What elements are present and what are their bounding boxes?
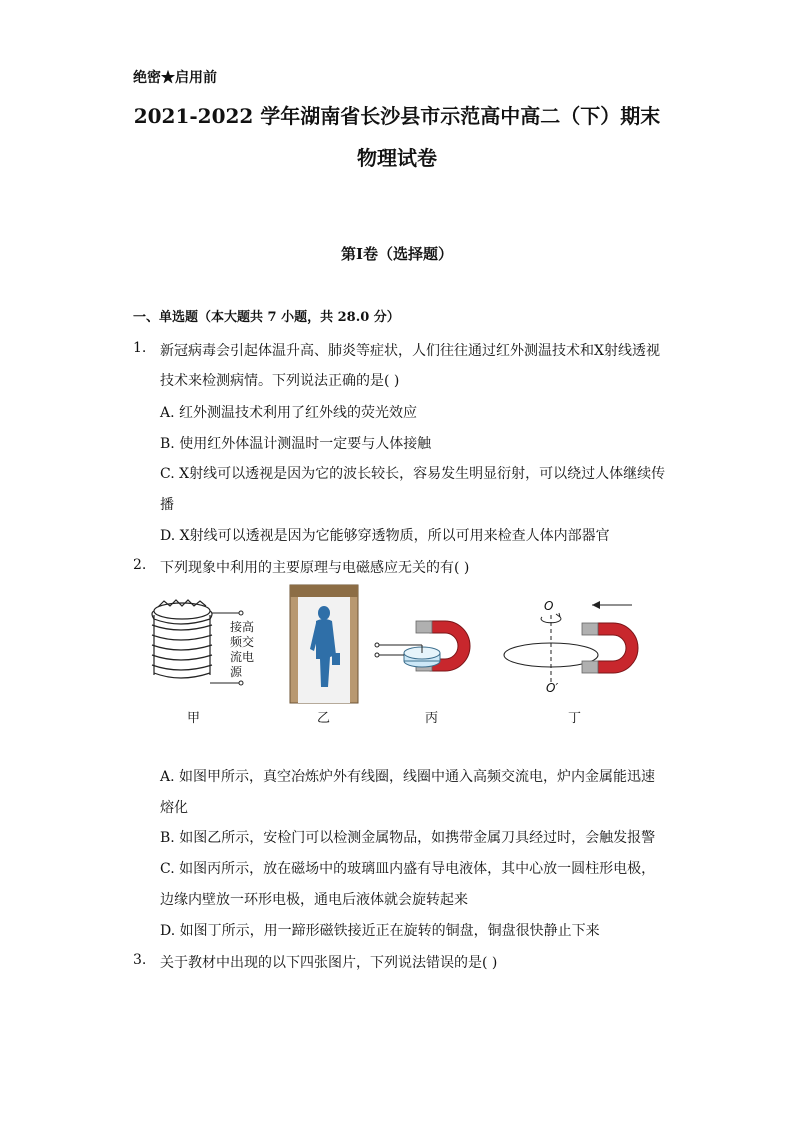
option-a: A. 红外测温技术利用了红外线的荧光效应 [160,405,418,421]
volume-title: 第Ⅰ卷（选择题） [340,245,454,263]
question-stem-line: 新冠病毒会引起体温升高、肺炎等症状，人们往往通过红外测温技术和X射线透视 [160,343,660,359]
coil-power-label: 接高 频交 流电 源 [230,620,255,679]
option-b: B. 使用红外体温计测温时一定要与人体接触 [160,436,432,452]
copper-disk-drawing [504,601,638,683]
figure-electromagnetic-induction [140,583,660,726]
section-title: 一、单选题（本大题共 7 小题，共 28.0 分） [133,310,400,325]
question-number: 2. [133,557,147,573]
exam-title-line1: 2021-2022 学年湖南省长沙县市示范高中高二（下）期末 [133,104,661,128]
question-stem-line: 技术来检测病情。下列说法正确的是( ) [160,373,400,389]
option-d: D. X射线可以透视是因为它能够穿透物质，所以可用来检查人体内部器官 [160,528,610,544]
axis-label-bottom: O′ [546,681,559,695]
figure-label-yi: 乙 [317,711,331,726]
option-a: A. 如图甲所示，真空冶炼炉外有线圈，线圈中通入高频交流电，炉内金属能迅速 [160,769,656,785]
security-gate-drawing [290,585,358,703]
question-stem-line: 关于教材中出现的以下四张图片，下列说法错误的是( ) [160,955,498,971]
option-c: C. X射线可以透视是因为它的波长较长，容易发生明显衍射，可以绕过人体继续传 [160,466,666,482]
axis-label-top: O [544,599,554,613]
magnet-dish-drawing [375,621,470,671]
question-number: 1. [133,340,147,356]
question-number: 3. [133,952,147,968]
question-stem-line: 下列现象中利用的主要原理与电磁感应无关的有( ) [160,560,470,576]
secret-label: 绝密★启用前 [133,70,217,86]
option-b: B. 如图乙所示，安检门可以检测金属物品，如携带金属刀具经过时，会触发报警 [160,830,656,846]
figure-label-jia: 甲 [187,711,201,726]
option-c: C. 如图丙所示，放在磁场中的玻璃皿内盛有导电液体，其中心放一圆柱形电极， [160,861,656,877]
option-c-continued: 播 [160,497,174,513]
figure-label-ding: 丁 [568,711,582,726]
figure-label-bing: 丙 [425,711,439,726]
option-d: D. 如图丁所示，用一蹄形磁铁接近正在旋转的铜盘，铜盘很快静止下来 [160,923,600,939]
figure-drawing [140,583,660,723]
option-c-continued: 边缘内壁放一环形电极，通电后液体就会旋转起来 [160,892,468,908]
exam-title-line2: 物理试卷 [357,146,437,170]
option-a-continued: 熔化 [160,800,188,816]
